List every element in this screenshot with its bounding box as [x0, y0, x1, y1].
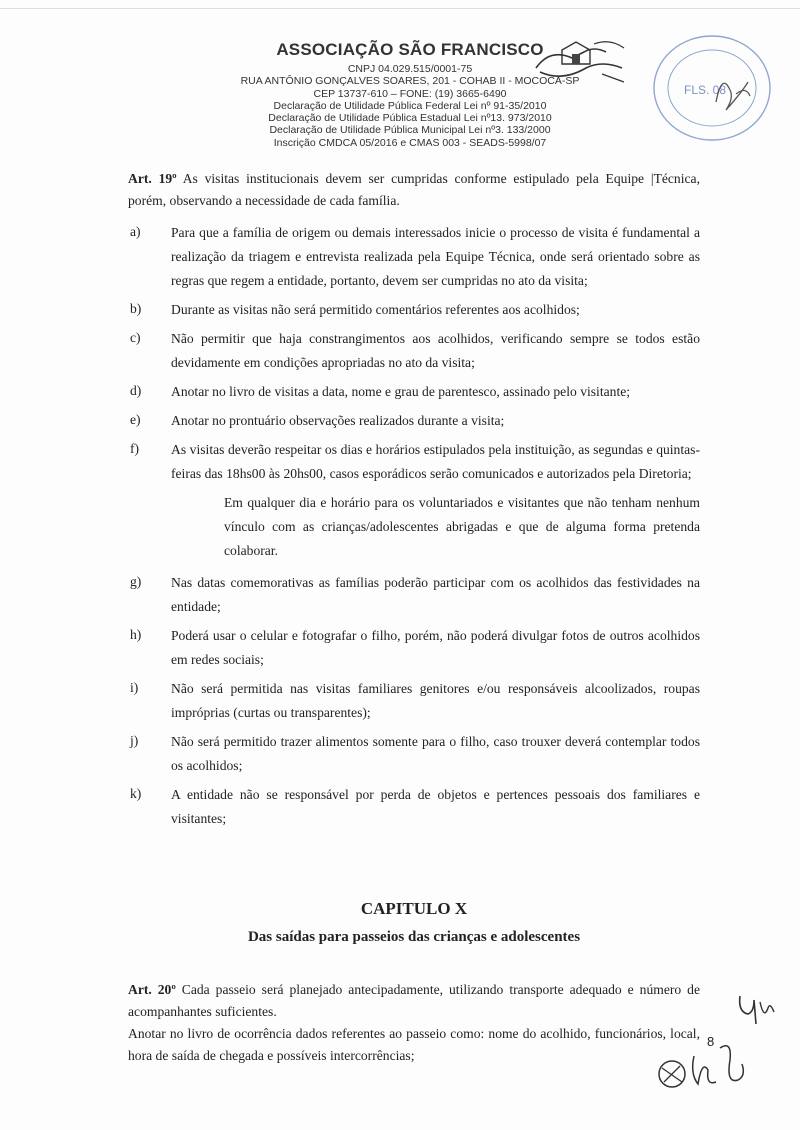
visitor-note-paragraph: Em qualquer dia e horário para os voluntariados e visitantes que não tenham nenhum vínculo com as crianças/adolescentes abrigadas e que de alguma forma pretenda colaborar.	[224, 495, 700, 558]
chapter-title: CAPITULO X	[360, 899, 468, 918]
list-marker: d)	[130, 383, 142, 398]
list-item-text: Anotar no prontuário observações realizados durante a visita;	[171, 413, 505, 428]
article-20-extra: Anotar no livro de ocorrência dados referentes ao passeio como: nome do acolhido, funcionários, local, hora de saída de chegada e possíveis intercorrências;	[128, 1026, 700, 1063]
list-item-text: Para que a família de origem ou demais interessados inicie o processo de visita é fundamental a realização da triagem e entrevista realizada pela Equipe Técnica, onde será orientado sobre as regras que regem a entidade, portanto, devem ser cumpridas no ato da visita;	[171, 225, 700, 288]
chapter-subtitle: Das saídas para passeios das crianças e adolescentes	[247, 929, 581, 945]
registry-stamp	[650, 32, 774, 144]
list-item-text: Não permitir que haja constrangimentos aos acolhidos, verificando sempre se todos estão devidamente em condições apropriadas no ato da visita;	[171, 331, 700, 370]
article-20	[128, 979, 700, 1023]
list-item	[128, 571, 700, 619]
stamp-text: FLS. 08	[684, 83, 727, 97]
list-item	[128, 380, 700, 404]
list-item	[128, 438, 700, 486]
list-marker: b)	[130, 301, 142, 316]
list-item-text: Anotar no livro de visitas a data, nome e grau de parentesco, assinado pelo visitante;	[171, 384, 631, 399]
list-marker: a)	[130, 224, 141, 239]
list-item	[128, 409, 700, 433]
letterhead-line-state: Declaração de Utilidade Pública Estadual Lei nº13. 973/2010	[268, 112, 552, 125]
list-marker: e)	[130, 412, 141, 427]
list-marker: j)	[130, 733, 139, 748]
hands-house-logo-icon	[532, 38, 628, 84]
list-marker: f)	[130, 441, 140, 456]
list-item-text: Não será permitida nas visitas familiares genitores e/ou responsáveis alcoolizados, roupas impróprias (curtas ou transparentes);	[171, 681, 700, 720]
letterhead-line-cnpj: CNPJ 04.029.515/0001-75	[347, 63, 473, 75]
list-item-text: A entidade não se responsável por perda de objetos e pertences pessoais dos familiares e visitantes;	[171, 787, 700, 826]
letterhead-line-municipal: Declaração de Utilidade Pública Municipal Lei nº3. 133/2000	[269, 124, 551, 137]
list-marker: c)	[130, 330, 141, 345]
list-item-text: Poderá usar o celular e fotografar o filho, porém, não poderá divulgar fotos de outros acolhidos em redes sociais;	[171, 628, 700, 667]
article-19-text: As visitas institucionais devem ser cumpridas conforme estipulado pela Equipe |Técnica, porém, observando a necessidade de cada família.	[128, 171, 700, 208]
list-item-text: Não será permitido trazer alimentos somente para o filho, caso trouxer deverá contemplar todos os acolhidos;	[171, 734, 700, 773]
list-item	[128, 730, 700, 778]
article-20-text: Cada passeio será planejado antecipadamente, utilizando transporte adequado e número de acompanhantes suficientes.	[128, 982, 700, 1019]
list-item	[128, 298, 700, 322]
letterhead-line-registration: Inscrição CMDCA 05/2016 e CMAS 003 - SEADS-5998/07	[273, 136, 547, 149]
list-marker: h)	[130, 627, 142, 642]
list-item	[128, 624, 700, 672]
list-item	[128, 783, 700, 831]
letterhead-line-phone: CEP 13737-610 – FONE: (19) 3665-6490	[313, 87, 507, 100]
list-item-text: Durante as visitas não será permitido comentários referentes aos acolhidos;	[171, 302, 580, 317]
page-number: 8	[707, 1034, 715, 1049]
organization-name: ASSOCIAÇÃO SÃO FRANCISCO	[276, 40, 544, 59]
article-20-label: Art. 20º	[128, 982, 176, 997]
article-19	[128, 168, 700, 212]
document-body	[128, 168, 700, 1067]
list-item	[128, 677, 700, 725]
visit-rules-list	[128, 221, 700, 831]
list-item-text: As visitas deverão respeitar os dias e horários estipulados pela instituição, as segundas e quintas-feiras das 18hs00 às 20hs00, casos esporádicos serão comunicados e autorizados pela Diretoria;	[171, 442, 700, 481]
handwritten-signature-icon	[646, 1030, 756, 1100]
letterhead-line-address: RUA ANTÔNIO GONÇALVES SOARES, 201 - COHAB II - MOCOCA-SP	[240, 75, 580, 88]
list-marker: i)	[130, 680, 139, 695]
list-item	[128, 327, 700, 375]
list-item	[128, 221, 700, 293]
list-item-text: Nas datas comemorativas as famílias poderão participar com os acolhidos das festividades na entidade;	[171, 575, 700, 614]
handwritten-initials-icon	[734, 990, 778, 1030]
list-marker: k)	[130, 786, 142, 801]
list-marker: g)	[130, 574, 142, 589]
letterhead-line-federal: Declaração de Utilidade Pública Federal Lei nº 91-35/2010	[273, 99, 547, 112]
article-19-label: Art. 19º	[128, 171, 177, 186]
top-rule	[0, 8, 800, 9]
